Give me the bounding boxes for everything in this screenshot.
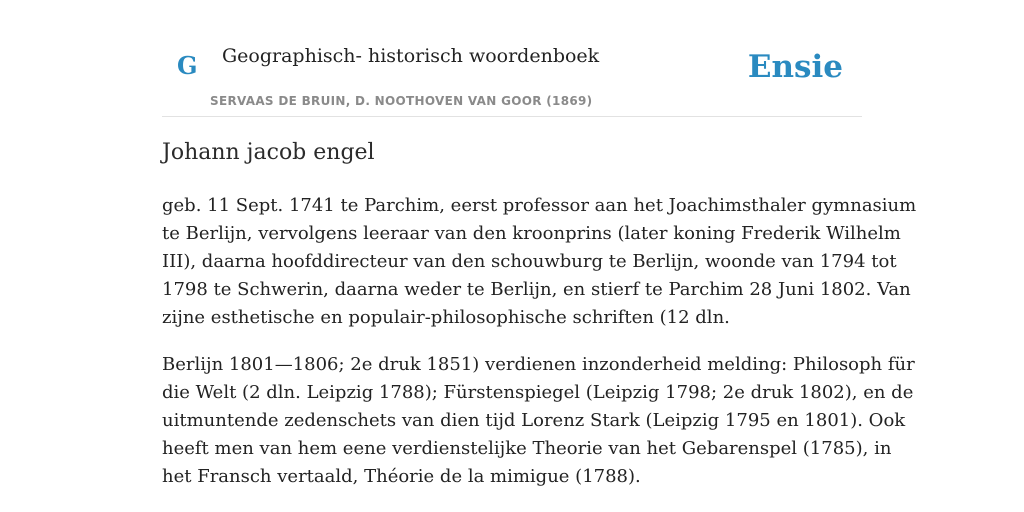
paragraph-line: uitmuntende zedenschets van dien tijd Lorenz Stark (Leipzig 1795 en 1801). Ook	[162, 410, 906, 431]
paragraph-line: heeft men van hem eene verdienstelijke Theorie van het Gebarenspel (1785), in	[162, 438, 892, 459]
paragraph-line: het Fransch vertaald, Théorie de la mimigue (1788).	[162, 466, 641, 487]
paragraph-line: III), daarna hoofddirecteur van den schouwburg te Berlijn, woonde van 1794 tot	[162, 251, 897, 272]
page-content	[162, 0, 917, 487]
paragraph-line: geb. 11 Sept. 1741 te Parchim, eerst professor aan het Joachimsthaler gymnasium	[162, 195, 917, 216]
ensie-logo[interactable]: Ensie	[747, 49, 843, 85]
paragraph-line: die Welt (2 dln. Leipzig 1788); Fürstenspiegel (Leipzig 1798; 2e druk 1802), en de	[162, 382, 914, 403]
book-title-link[interactable]: Geographisch- historisch woordenboek	[222, 45, 600, 67]
book-header	[162, 0, 862, 117]
paragraph-line: te Berlijn, vervolgens leeraar van den kroonprins (later koning Frederik Wilhelm	[162, 223, 901, 244]
paragraph-line: zijne esthetische en populair-philosophische schriften (12 dln.	[162, 307, 730, 328]
entry-paragraph-2	[162, 351, 915, 491]
book-author: SERVAAS DE BRUIN, D. NOOTHOVEN VAN GOOR (1869)	[210, 94, 593, 108]
paragraph-line: 1798 te Schwerin, daarna weder te Berlijn, en stierf te Parchim 28 Juni 1802. Van	[162, 279, 911, 300]
entry-title: Johann jacob engel	[162, 140, 375, 165]
book-logo-letter[interactable]: G	[177, 51, 198, 80]
entry-paragraph-1	[162, 192, 917, 332]
paragraph-line: Berlijn 1801—1806; 2e druk 1851) verdienen inzonderheid melding: Philosoph für	[162, 354, 915, 375]
